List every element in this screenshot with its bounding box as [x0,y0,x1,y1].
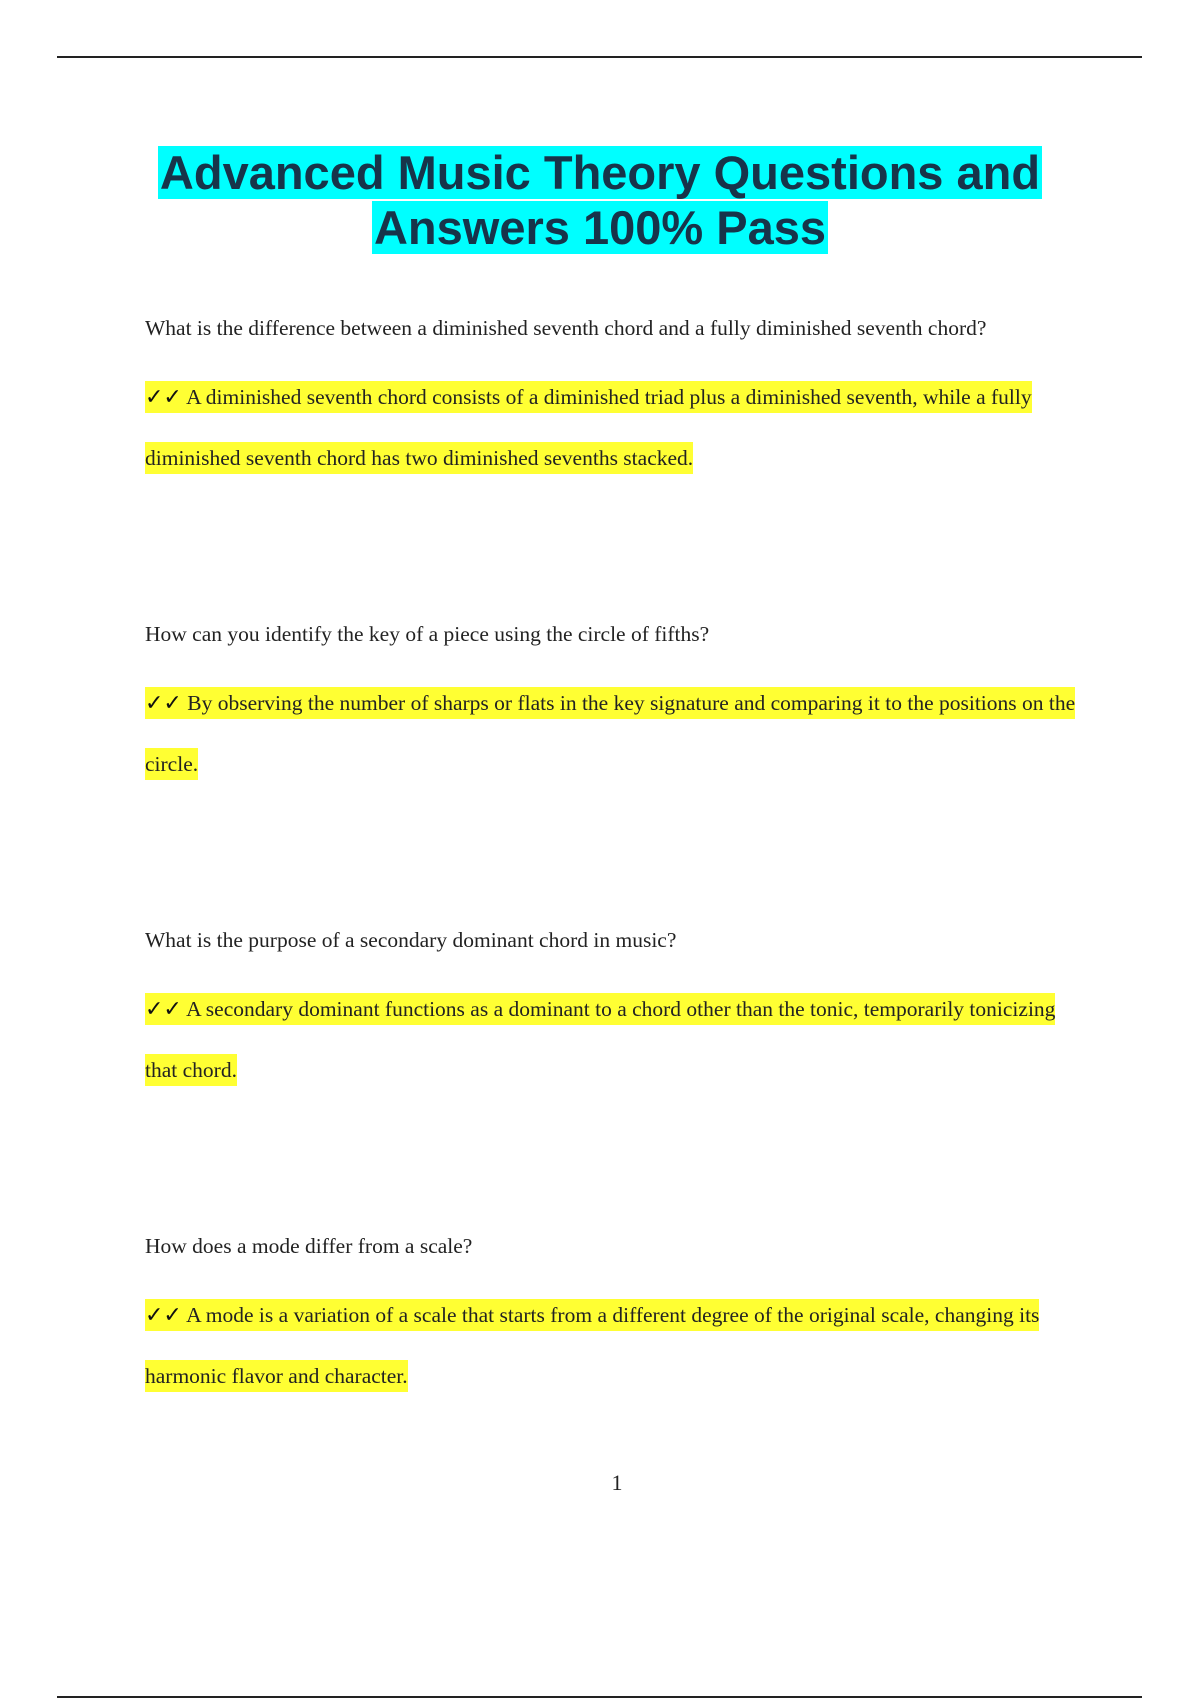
double-check-icon: ✓✓ [145,1303,182,1328]
question-text: How can you identify the key of a piece using the circle of fifths? [145,622,710,646]
footer-rule [57,1696,1142,1698]
double-check-icon: ✓✓ [145,997,182,1022]
answer-body: A secondary dominant functions as a dominant to a chord other than the tonic, temporarily tonicizing that chord. [145,997,1056,1082]
document-title [0,145,1200,255]
header-rule [57,56,1142,58]
answer-highlight [145,381,1032,474]
title-line-1: Advanced Music Theory Questions and [159,146,1041,199]
question-text: How does a mode differ from a scale? [145,1234,473,1258]
qa-item-4 [145,1218,1080,1406]
answer-text [145,367,1080,488]
question-text: What is the difference between a diminished seventh chord and a fully diminished seventh chord? [145,316,987,340]
answer-highlight [145,687,1075,780]
answer-body: A diminished seventh chord consists of a diminished triad plus a diminished seventh, while a fully diminished seventh chord has two diminished sevenths stacked. [145,385,1032,470]
double-check-icon: ✓✓ [145,385,182,410]
answer-highlight [145,993,1055,1086]
answer-body: A mode is a variation of a scale that starts from a different degree of the original scale, changing its harmonic flavor and character. [145,1303,1040,1388]
question-text: What is the purpose of a secondary dominant chord in music? [145,928,677,952]
page-number: 1 [611,1470,623,1495]
qa-list [145,300,1080,1406]
answer-highlight [145,1299,1039,1392]
answer-body: By observing the number of sharps or flats in the key signature and comparing it to the positions on the circle. [145,691,1076,776]
qa-item-2 [145,606,1080,794]
answer-text [145,979,1080,1100]
qa-item-3 [145,912,1080,1100]
title-line-2: Answers 100% Pass [373,201,826,254]
answer-text [145,673,1080,794]
answer-text [145,1285,1080,1406]
qa-item-1 [145,300,1080,488]
double-check-icon: ✓✓ [145,691,182,716]
